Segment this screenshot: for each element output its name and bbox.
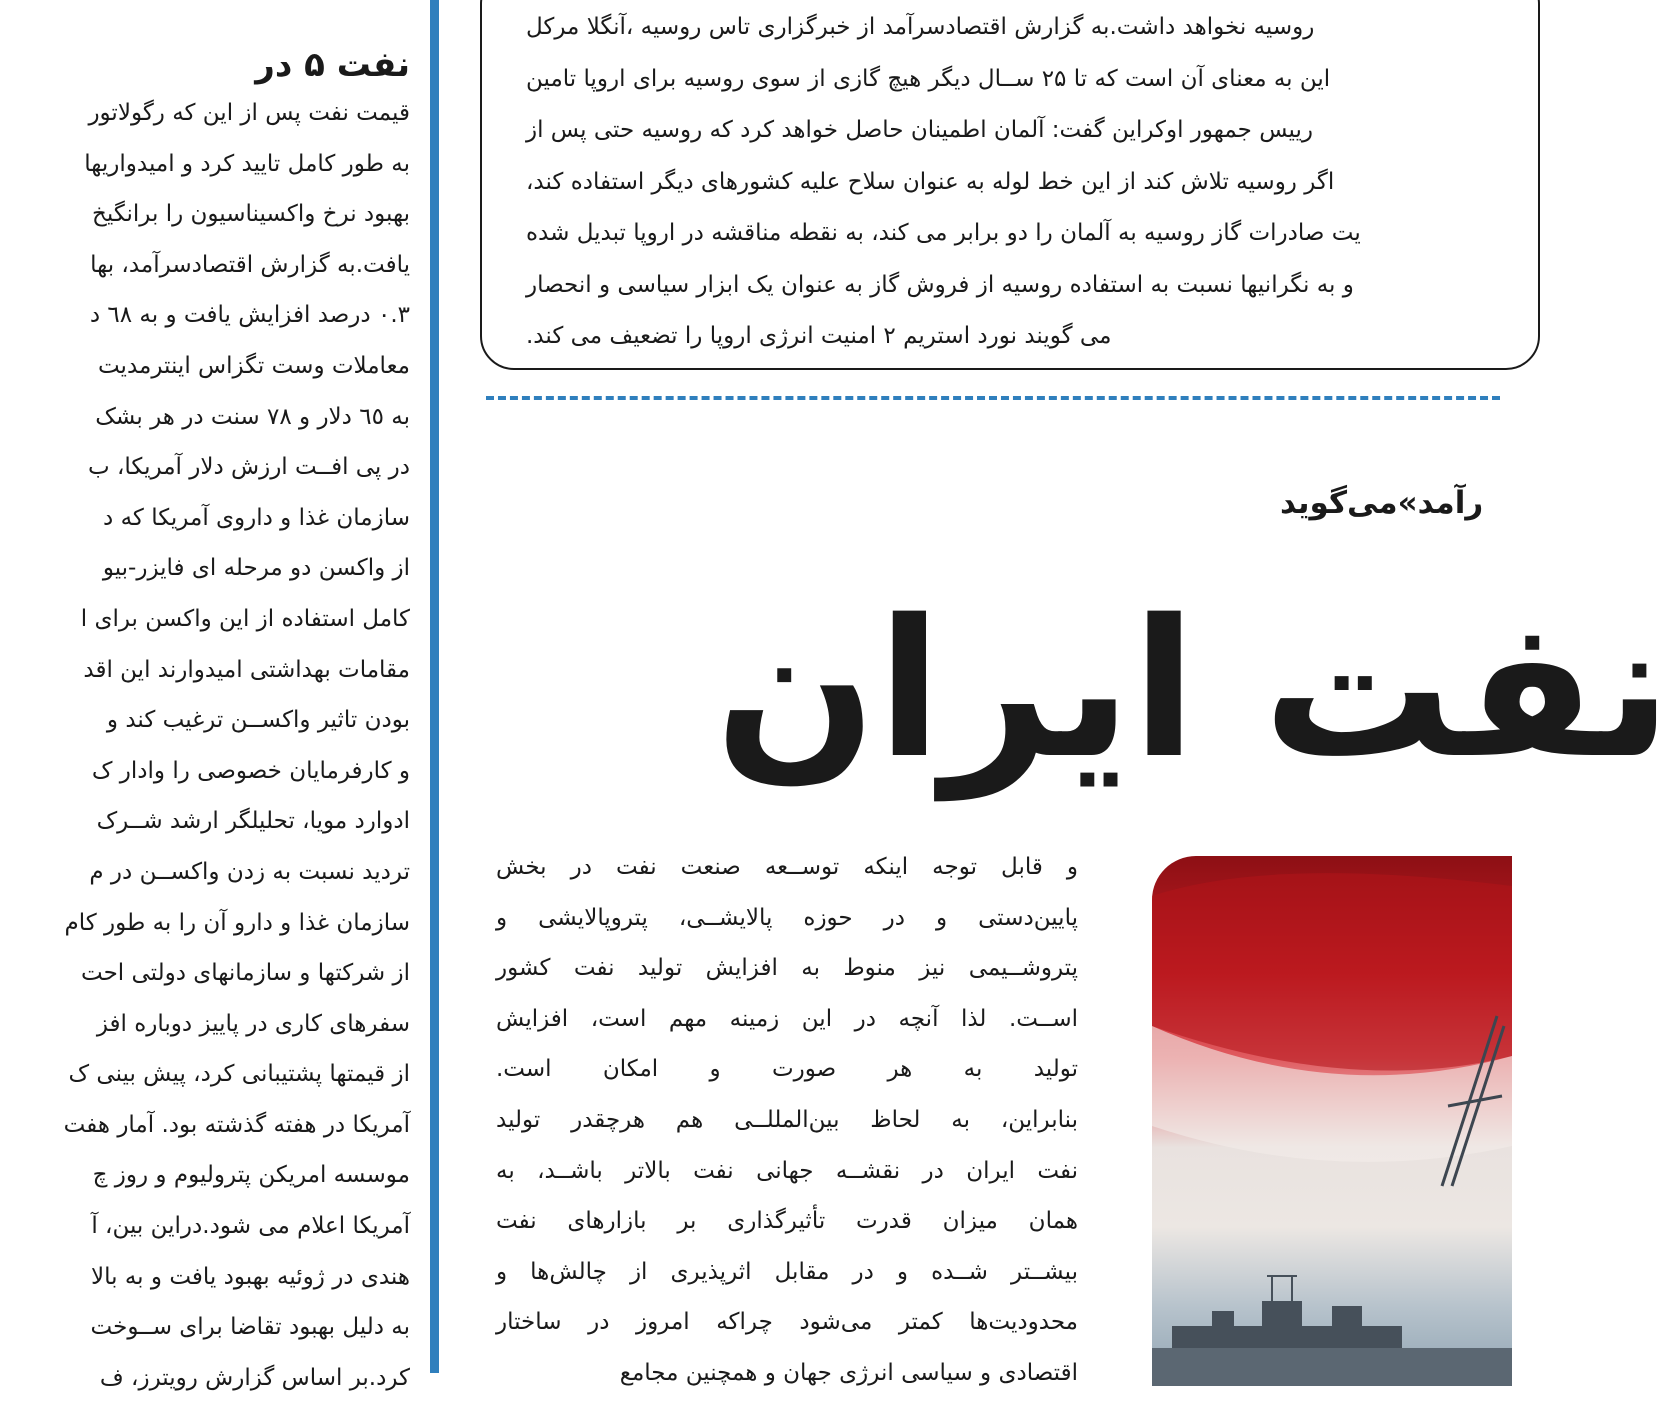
left-article-line: سفرهای کاری در پاییز دوباره افز <box>96 1010 410 1037</box>
oil-rig-illustration <box>1152 856 1512 1386</box>
left-article-line: بودن تاثیر واکســن ترغیب کند و <box>106 707 410 734</box>
main-article-line: و قابل توجه اینکه توســعه صنعت نفت در بخش <box>496 854 1078 880</box>
left-article-line: موسسه امریکن پترولیوم و روز چ <box>92 1162 410 1189</box>
left-article-title: نفت ۵ در <box>255 45 410 85</box>
left-article-line: بهبود نرخ واکسیناسیون را برانگیخ <box>92 201 410 228</box>
main-article-line: همان میزان قدرت تأثیرگذاری بر بازارهای نفت <box>496 1208 1078 1235</box>
main-article-line: بنابراین، به لحاظ بین‌المللــی هم هرچقدر تولید <box>496 1106 1078 1133</box>
left-article-line: آمریکا در هفته گذشته بود. آمار هفت <box>63 1111 410 1138</box>
top-box-body <box>526 2 1586 363</box>
left-article-line: قیمت نفت پس از این که رگولاتور <box>88 100 410 126</box>
left-article-line: یافت.به گزارش اقتصادسرآمد، بها <box>90 251 410 278</box>
main-article-line: بیشــتر شــده و در مقابل اثرپذیری از چالش‌ها و <box>496 1258 1078 1285</box>
left-article-line: معاملات وست تگزاس اینترمدیت <box>97 352 410 379</box>
main-article-line: اقتصادی و سیاسی انرژی جهان و همچنین مجامع <box>619 1359 1078 1386</box>
rig-platform <box>1152 1301 1512 1386</box>
headline-title: نفت ایران <box>714 579 1672 800</box>
main-article-line: تولید به هر صورت و امکان است. <box>496 1056 1078 1083</box>
left-article-line: کامل استفاده از این واکسن برای ا <box>80 605 410 632</box>
left-article-line: کرد.بر اساس گزارش رویترز، ف <box>99 1364 410 1391</box>
top-box-line: می گویند نورد استریم ۲ امنیت انرژی اروپا را تضعیف می کند. <box>526 323 1112 349</box>
main-article-line: پایین‌دستی و در حوزه پالایشــی، پتروپالایشی و <box>496 904 1078 931</box>
rig-structure <box>1267 1276 1297 1301</box>
left-article-line: به طور کامل تایید کرد و امیدواریها <box>84 150 410 177</box>
left-article-line: از واکسن دو مرحله ای فایزر-بیو <box>102 555 410 582</box>
left-article-line: سازمان غذا و داروی آمریکا که د <box>103 504 410 531</box>
top-box-line: روسیه نخواهد داشت.به گزارش اقتصادسرآمد از خبرگزاری تاس روسیه ،آنگلا مرکل <box>526 14 1315 40</box>
dashed-separator <box>486 396 1500 400</box>
top-box-line: این به معنای آن است که تا ۲۵ ســال دیگر هیچ گازی از سوی روسیه برای اروپا تامین <box>526 65 1331 92</box>
left-article-line: هندی در ژوئیه بهبود یافت و به بالا <box>91 1263 410 1290</box>
left-article-line: به ٦٥ دلار و ٧٨ سنت در هر بشک <box>95 403 410 430</box>
left-article-line: ادوارد مویا، تحلیلگر ارشد شــرک <box>96 808 410 835</box>
main-article-line: پتروشــیمی نیز منوط به افزایش تولید نفت کشور <box>496 955 1078 982</box>
column-divider <box>430 0 439 1373</box>
flag-fold <box>1152 873 1512 1070</box>
top-box-line: اگر روسیه تلاش کند از این خط لوله به عنوان سلاح علیه کشورهای دیگر استفاده کند، <box>526 168 1335 195</box>
left-article-line: از شرکتها و سازمانهای دولتی احت <box>80 960 410 987</box>
main-article-line: نفت ایران در نقشــه جهانی نفت بالاتر باشــد، به <box>496 1157 1078 1184</box>
left-article-line: به دلیل بهبود تقاضا برای ســوخت <box>90 1314 410 1341</box>
left-article <box>0 42 410 1403</box>
main-article-line: محدودیت‌ها کمتر می‌شود چراکه امروز در ساختار <box>496 1309 1078 1336</box>
headline-kicker: رآمد»می‌گوید <box>1280 485 1484 521</box>
main-article-body <box>496 842 1078 1399</box>
left-article-line: تردید نسبت به زدن واکســن در م <box>89 858 410 885</box>
top-box-line: و به نگرانیها نسبت به استفاده روسیه از فروش گاز به عنوان یک ابزار سیاسی و انحصار <box>526 271 1354 298</box>
left-article-body <box>0 88 410 1403</box>
article-photo <box>1152 856 1512 1386</box>
top-box-line: رییس جمهور اوکراین گفت: آلمان اطمینان حاصل خواهد کرد که روسیه حتی پس از <box>526 117 1313 143</box>
left-article-line: آمریکا اعلام می شود.دراین بین، آ <box>91 1213 410 1240</box>
left-article-line: از قیمتها پشتیبانی کرد، پیش بینی ک <box>68 1061 410 1088</box>
left-article-line: مقامات بهداشتی امیدوارند این اقد <box>83 656 410 683</box>
left-article-column <box>0 0 432 1391</box>
left-article-line: سازمان غذا و دارو آن را به طور کام <box>64 909 410 936</box>
left-article-line: در پی افــت ارزش دلار آمریکا، ب <box>88 454 410 481</box>
left-article-line: و کارفرمایان خصوصی را وادار ک <box>91 757 410 784</box>
main-article-line: اســت. لذا آنچه در این زمینه مهم است، افزایش <box>496 1005 1078 1032</box>
left-article-line: ۰.۳ درصد افزایش یافت و به ٦٨ د <box>89 302 410 329</box>
top-boxed-article <box>480 0 1540 370</box>
top-box-line: یت صادرات گاز روسیه به آلمان را دو برابر می کند، به نقطه مناقشه در اروپا تبدیل شده <box>526 220 1361 246</box>
